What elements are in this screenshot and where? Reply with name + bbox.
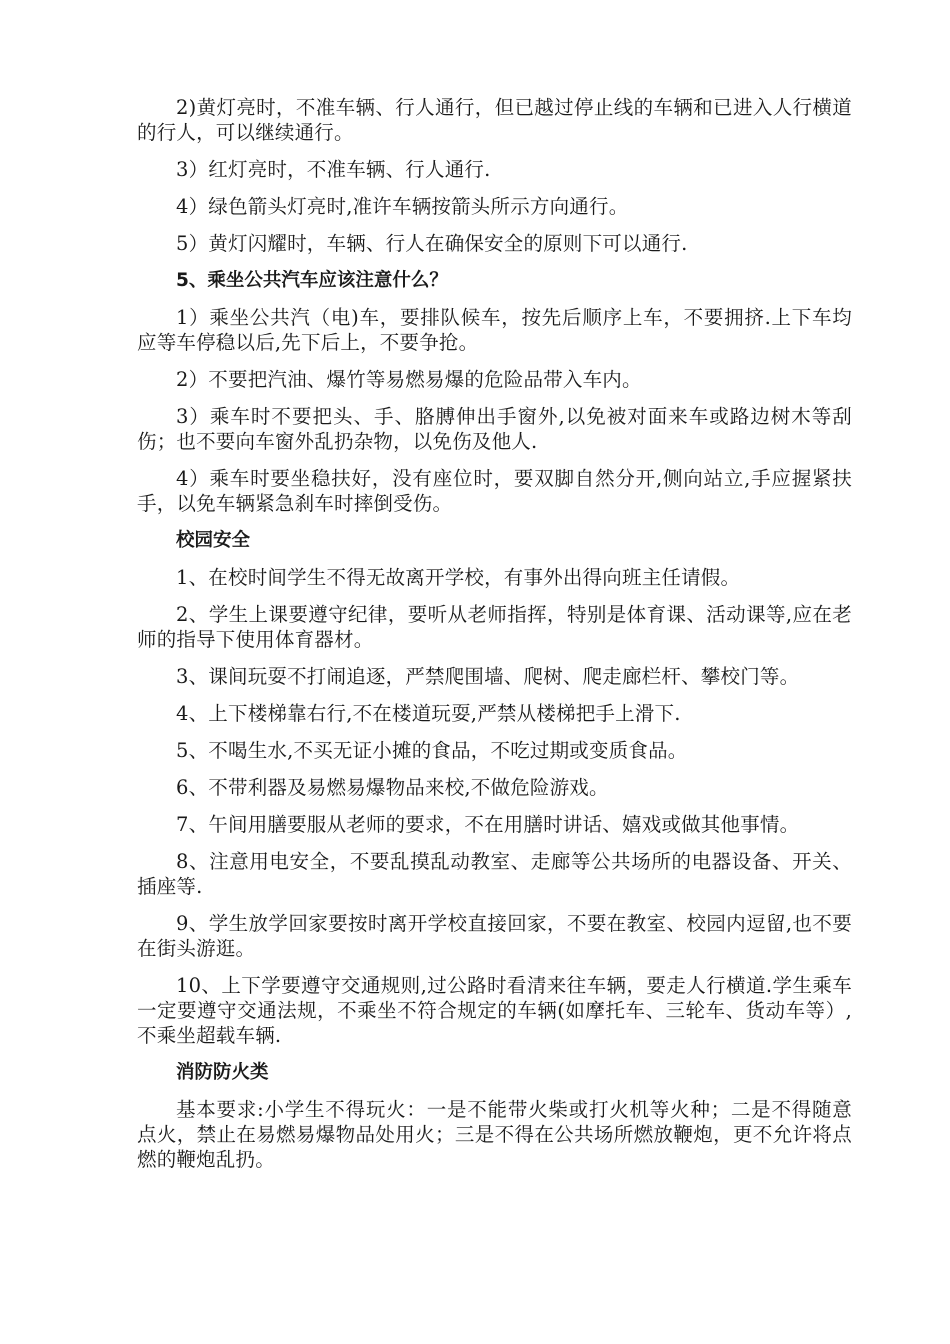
bus-rule-4: 4）乘车时要坐稳扶好，没有座位时，要双脚自然分开,侧向站立,手应握紧扶手，以免车辆紧急刹车时摔倒受伤。 [137,467,852,515]
traffic-light-rule-3: 3）红灯亮时，不准车辆、行人通行. [176,158,491,181]
campus-rule-9: 9、学生放学回家要按时离开学校直接回家，不要在教室、校园内逗留,也不要在街头游逛。 [137,912,852,960]
bus-rule-2: 2）不要把汽油、爆竹等易燃易爆的危险品带入车内。 [176,368,642,391]
traffic-light-rule-2: 2)黄灯亮时，不准车辆、行人通行，但已越过停止线的车辆和已进入人行横道的行人，可以继续通行。 [137,96,852,144]
campus-rule-2: 2、学生上课要遵守纪律，要听从老师指挥，特别是体育课、活动课等,应在老师的指导下使用体育器材。 [137,603,852,651]
campus-rule-8: 8、注意用电安全，不要乱摸乱动教室、走廊等公共场所的电器设备、开关、插座等. [137,850,852,898]
fire-basic-requirement: 基本要求:小学生不得玩火：一是不能带火柴或打火机等火种；二是不得随意点火，禁止在易燃易爆物品处用火；三是不得在公共场所燃放鞭炮，更不允许将点燃的鞭炮乱扔。 [137,1098,852,1171]
campus-rule-10: 10、上下学要遵守交通规则,过公路时看清来往车辆，要走人行横道.学生乘车一定要遵守交通法规，不乘坐不符合规定的车辆(如摩托车、三轮车、货动车等）,不乘坐超载车辆. [137,974,852,1047]
bus-section-heading: 5、乘坐公共汽车应该注意什么？ [176,270,448,291]
fire-section-heading: 消防防火类 [176,1062,269,1083]
traffic-light-rule-5: 5）黄灯闪耀时，车辆、行人在确保安全的原则下可以通行. [176,232,688,255]
bus-rule-1: 1）乘坐公共汽（电)车，要排队候车，按先后顺序上车，不要拥挤.上下车均应等车停稳以后,先下后上，不要争抢。 [137,306,852,354]
bus-rule-3: 3）乘车时不要把头、手、胳膊伸出手窗外,以免被对面来车或路边树木等刮伤；也不要向车窗外乱扔杂物，以免伤及他人. [137,405,852,453]
campus-rule-7: 7、午间用膳要服从老师的要求，不在用膳时讲话、嬉戏或做其他事情。 [176,813,800,836]
campus-rule-3: 3、课间玩耍不打闹追逐，严禁爬围墙、爬树、爬走廊栏杆、攀校门等。 [176,665,800,688]
campus-rule-6: 6、不带利器及易燃易爆物品来校,不做危险游戏。 [176,776,609,799]
document-page [137,95,852,1184]
campus-section-heading: 校园安全 [176,530,251,551]
traffic-light-rule-4: 4）绿色箭头灯亮时,准许车辆按箭头所示方向通行。 [176,195,629,218]
campus-rule-4: 4、上下楼梯靠右行,不在楼道玩耍,严禁从楼梯把手上滑下. [176,702,681,725]
campus-rule-5: 5、不喝生水,不买无证小摊的食品，不吃过期或变质食品。 [176,739,688,762]
campus-rule-1: 1、在校时间学生不得无故离开学校，有事外出得向班主任请假。 [176,566,741,589]
